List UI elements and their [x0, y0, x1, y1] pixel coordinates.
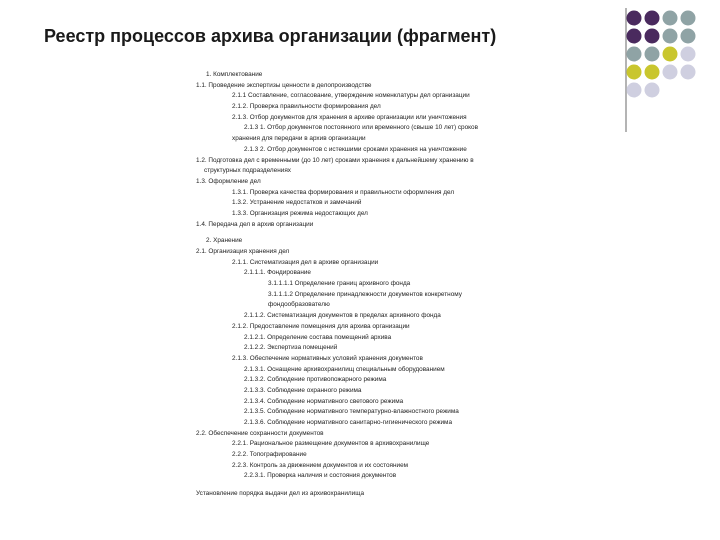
decorative-dot [645, 65, 660, 80]
document-line: 2.1.2.1. Определение состава помещений архива [244, 333, 392, 341]
document-line: 2.1.3.2. Соблюдение противопожарного режима [244, 376, 387, 384]
document-line: 1.3.3. Организация режима недостающих дел [232, 209, 368, 217]
document-line: 2.1.3.6. Соблюдение нормативного санитарно-гигиенического режима [244, 419, 452, 426]
document-line: 1.3. Оформление дел [196, 177, 261, 185]
decorative-dot [645, 29, 660, 44]
document-line: фондообразователю [268, 301, 330, 309]
document-line: 2.1.3. Обеспечение нормативных условий хранения документов [232, 354, 423, 362]
decorative-dot [627, 11, 642, 26]
decorative-dot [663, 29, 678, 44]
document-line: 3.1.1.1.1 Определение границ архивного фонда [268, 280, 411, 288]
document-footer-line: Установление порядка выдачи дел из архивохранилища [196, 490, 365, 498]
document-line: 2.1.1. Систематизация дел в архиве организации [232, 258, 379, 266]
decorative-dot [663, 11, 678, 26]
document-line: 2.2. Обеспечение сохранности документов [196, 429, 324, 437]
document-line: хранения для передачи в архив организации [232, 135, 366, 143]
decorative-dot [663, 47, 678, 62]
slide-title: Реестр процессов архива организации (фрагмент) [44, 26, 497, 46]
document-line: 2.1.3 1. Отбор документов постоянного или временного (свыше 10 лет) сроков [244, 124, 478, 132]
document-line: 2.1.3.4. Соблюдение нормативного светового режима [244, 397, 404, 405]
document-line: 2.1.3 2. Отбор документов с истекшими сроками хранения на уничтожение [244, 145, 467, 153]
decorative-dot [645, 11, 660, 26]
document-line: 2.1.3. Отбор документов для хранения в архиве организации или уничтожения [232, 113, 467, 121]
document-line: 2.2.2. Топографирование [232, 451, 307, 459]
document-line: 2.1.3.3. Соблюдение охранного режима [244, 386, 362, 394]
document-line: 1.3.2. Устранение недостатков и замечаний [232, 199, 362, 207]
decorative-dot [627, 29, 642, 44]
decorative-dot [627, 65, 642, 80]
document-line: 1.3.1. Проверка качества формирования и правильности оформления дел [232, 188, 455, 196]
decorative-dot [681, 29, 696, 44]
document-line: 2. Хранение [206, 237, 243, 245]
document-line: 2.1.1.1. Фондирование [244, 269, 311, 277]
document-line: 2.2.3. Контроль за движением документов и их состоянием [232, 461, 409, 469]
document-lines [196, 70, 526, 482]
document-line: 1.1. Проведение экспертизы ценности в делопроизводстве [196, 81, 372, 89]
decorative-dot [645, 83, 660, 98]
document-line: 1.2. Подготовка дел с временными (до 10 лет) сроками хранения к дальнейшему хранению в [196, 156, 474, 164]
decorative-dot [663, 65, 678, 80]
document-line: 3.1.1.1.2 Определение принадлежности документов конкретному [268, 290, 462, 298]
decorative-dot [681, 65, 696, 80]
document-line: 2.1. Организация хранения дел [196, 248, 290, 255]
decorative-dot [645, 47, 660, 62]
document-line: 2.1.1.2. Систематизация документов в пределах архивного фонда [244, 312, 441, 320]
document-line: 2.1.3.5. Соблюдение нормативного температурно-влажностного режима [244, 408, 459, 416]
document-line: 2.1.1 Составление, согласование, утверждение номенклатуры дел организации [232, 92, 470, 100]
decorative-dot [627, 83, 642, 98]
document-line: 2.2.3.1. Проверка наличия и состояния документов [244, 472, 397, 480]
process-registry-document [196, 70, 526, 500]
document-line: 1. Комплектование [206, 71, 263, 78]
decorative-dot [681, 47, 696, 62]
document-line: структурных подразделениях [204, 167, 291, 175]
document-line: 1.4. Передача дел в архив организации [196, 220, 314, 228]
document-line: 2.2.1. Рациональное размещение документов в архивохранилище [232, 440, 430, 448]
decorative-dot [627, 47, 642, 62]
document-line: 2.1.2. Предоставление помещения для архива организации [232, 322, 410, 330]
decorative-dot [681, 11, 696, 26]
document-line: 2.1.2. Проверка правильности формирования дел [232, 103, 381, 111]
document-line: 2.1.2.2. Экспертиза помещений [244, 344, 338, 352]
document-line: 2.1.3.1. Оснащение архивохранилищ специальным оборудованием [244, 365, 445, 373]
